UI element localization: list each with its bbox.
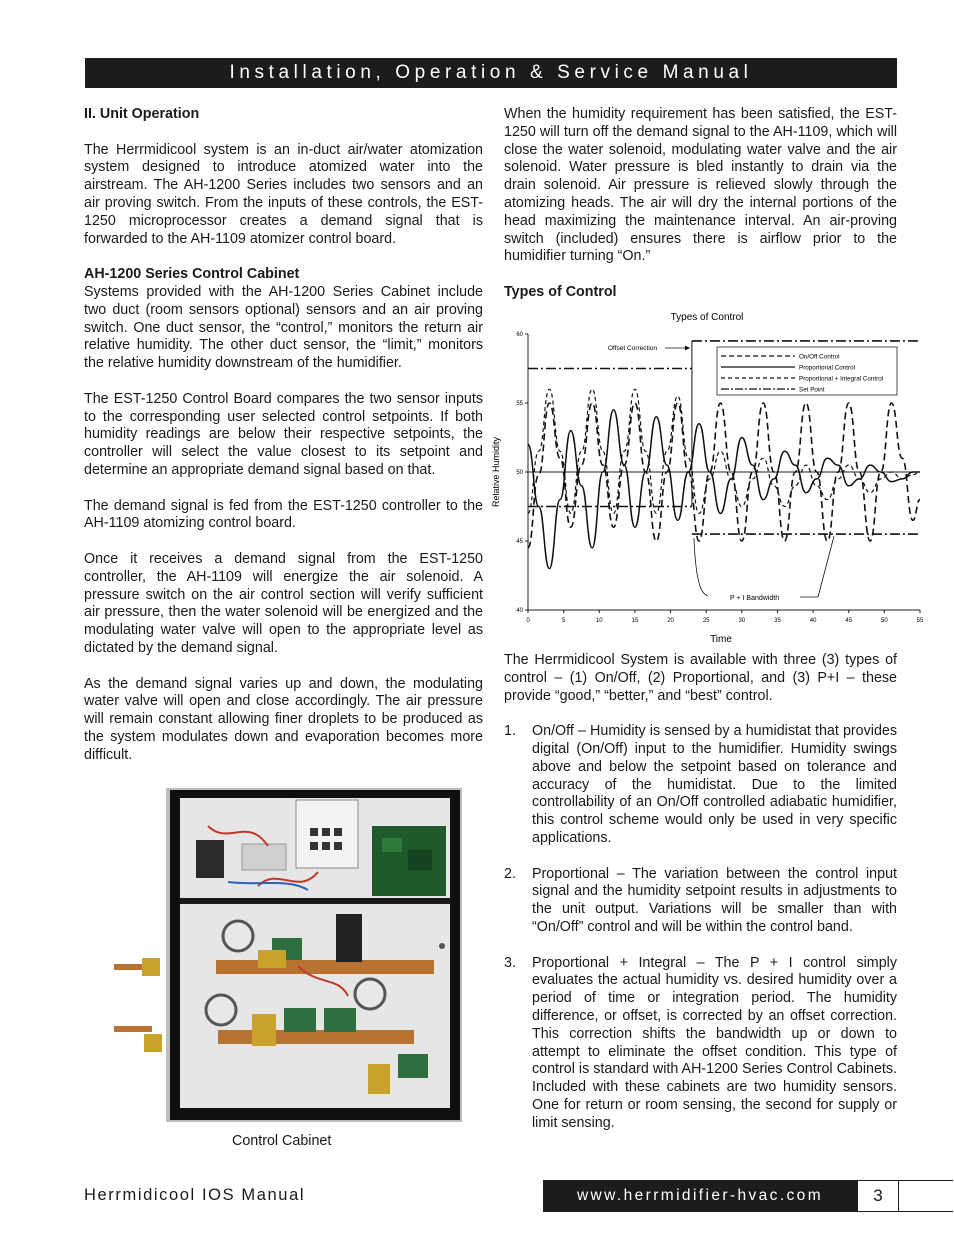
demand-signal-paragraph: The demand signal is fed from the EST-1250 controller to the AH-1109 atomizing control board. [84,497,483,532]
chart-x-tick-label: 15 [631,618,639,624]
chart-title: Types of Control [670,312,744,323]
footer-manual-name: Herrmidicool IOS Manual [84,1186,306,1204]
pi-bandwidth-connector [818,536,834,597]
air-solenoid-paragraph: Once it receives a demand signal from the EST-1250 controller, the AH-1109 will energize the air solenoid. A pressure switch on the air control section will verify sufficient air pressure, then the water solenoid will be energized and the modulating water valve will open to the appropriate level as dictated by the demand signal. [84,550,483,656]
pi-bandwidth-connector [694,538,708,596]
chart-x-tick-label: 20 [667,618,674,624]
chart-x-tick-label: 5 [561,618,566,624]
footer-rule [897,1180,953,1212]
shutdown-paragraph: When the humidity requirement has been satisfied, the EST-1250 will turn off the demand signal to the AH-1109, which will close the water solenoid, modulating water valve and the air solenoid. Water pressure is bled instantly to drain via the drain solenoid. Air pressure is relieved slowly through the atomizing heads. The air will dry the internal portions of the head maximizing the maintenance interval. An air-proving switch (included) ensures there is airflow prior to the humidifier turning “On.” [504,106,897,265]
chart-y-tick-label: 40 [516,608,523,614]
intro-paragraph: The Herrmidicool system is an in-duct air/water atomization system designed to introduce atomized water into the airstream. The AH-1200 Series includes two sensors and an air proving switch. From the inputs of these controls, the EST-1250 microprocessor creates a demand signal that is forwarded to the AH-1109 atomizer control board. [84,141,483,247]
legend-label: Proportional + Integral Control [799,375,884,383]
right-column [504,106,897,302]
control-cabinet-photo [108,786,464,1124]
page-number: 3 [857,1180,899,1212]
control-board-paragraph: The EST-1250 Control Board compares the two sensor inputs to the corresponding user selected control setpoints. If both humidity readings are below their respective setpoints, the controller will select the value closest to its setpoint and determine an appropriate demand signal based on that. [84,390,483,478]
chart-y-tick-label: 50 [516,470,523,476]
pi-series [528,386,920,513]
chart-x-tick-label: 30 [738,618,746,624]
chart-y-tick-label: 60 [516,332,523,338]
section-heading: II. Unit Operation [84,106,200,122]
control-types-paragraph: The Herrmidicool System is available with three (3) types of control – (1) On/Off, (2) Proportional, and (3) P+I – these provide “good,” “better,” and “best” control. [504,652,897,704]
proportional-series [528,410,920,569]
legend-label: On/Off Control [799,353,840,361]
chart-x-label: Time [710,634,732,645]
right-lower-column [504,652,897,1150]
modulation-paragraph: As the demand signal varies up and down, the modulating water valve will open and close accordingly. The air pressure will remain constant allowing finer droplets to be produced as the system modulates down and evaporation becomes more difficult. [84,675,483,763]
list-item: 3. Proportional + Integral – The P + I control simply evaluates the actual humidity vs. desired humidity over a period of time or integration period. The humidity difference, or offset, is corrected by an offset correction. This correction shifts the bandwidth up or down to attempt to eliminate the offset condition. This type of control is standard with AH-1200 Series Control Cabinets. Included with these cabinets are two humidity sensors. One for return or room sensing, the second for supply or limit sensing. [504,954,897,1131]
chart-x-tick-label: 25 [702,618,710,624]
photo-caption: Control Cabinet [232,1133,332,1149]
chart-x-tick-label: 55 [916,618,924,624]
chart-y-label: Relative Humidity [491,436,501,508]
legend-label: Proportional Control [799,364,856,372]
manual-title-bar: Installation, Operation & Service Manual [85,58,897,88]
cabinet-subheading: AH-1200 Series Control Cabinet [84,266,300,283]
legend-label: Set Point [799,386,825,394]
list-item: 2. Proportional – The variation between the control input signal and the humidity setpoint results in adjustments to the unit output. Variations will be smaller than with “On/Off” control and will be within the control band. [504,865,897,935]
on-off-series [528,403,920,548]
offset-correction-arrowhead [685,346,690,351]
chart-x-tick-label: 10 [595,618,603,624]
list-item: 1. On/Off – Humidity is sensed by a humidistat that provides digital (On/Off) input to the humidifier. Humidity swings above and below the setpoint based on tolerance and accuracy of the humidistat. Due to the limited controllability of an On/Off controlled adiabatic humidifier, this control scheme would only be used in very specific applications. [504,723,897,846]
types-heading: Types of Control [504,283,617,300]
footer-url[interactable]: www.herrmidifier-hvac.com [543,1180,857,1212]
chart-x-tick-label: 45 [845,618,853,624]
chart-x-tick-label: 50 [881,618,888,624]
sensors-paragraph: Systems provided with the AH-1200 Series Cabinet include two duct (room sensors optional) sensors and an air proving switch. One duct sensor, the “control,” monitors the return air relative humidity. The other duct sensor, the “limit,” monitors the relative humidity downstream of the humidifier. [84,283,483,372]
types-of-control-chart [488,306,928,646]
pi-bandwidth-label: P + I Bandwidth [730,595,780,602]
control-types-list [504,723,897,1132]
chart-y-tick-label: 45 [516,539,523,545]
chart-x-tick-label: 40 [809,618,817,624]
left-column [84,106,483,782]
chart-y-tick-label: 55 [516,401,523,407]
chart-x-tick-label: 35 [774,618,781,624]
offset-correction-label: Offset Correction [608,345,658,352]
chart-x-tick-label: 0 [526,618,530,624]
